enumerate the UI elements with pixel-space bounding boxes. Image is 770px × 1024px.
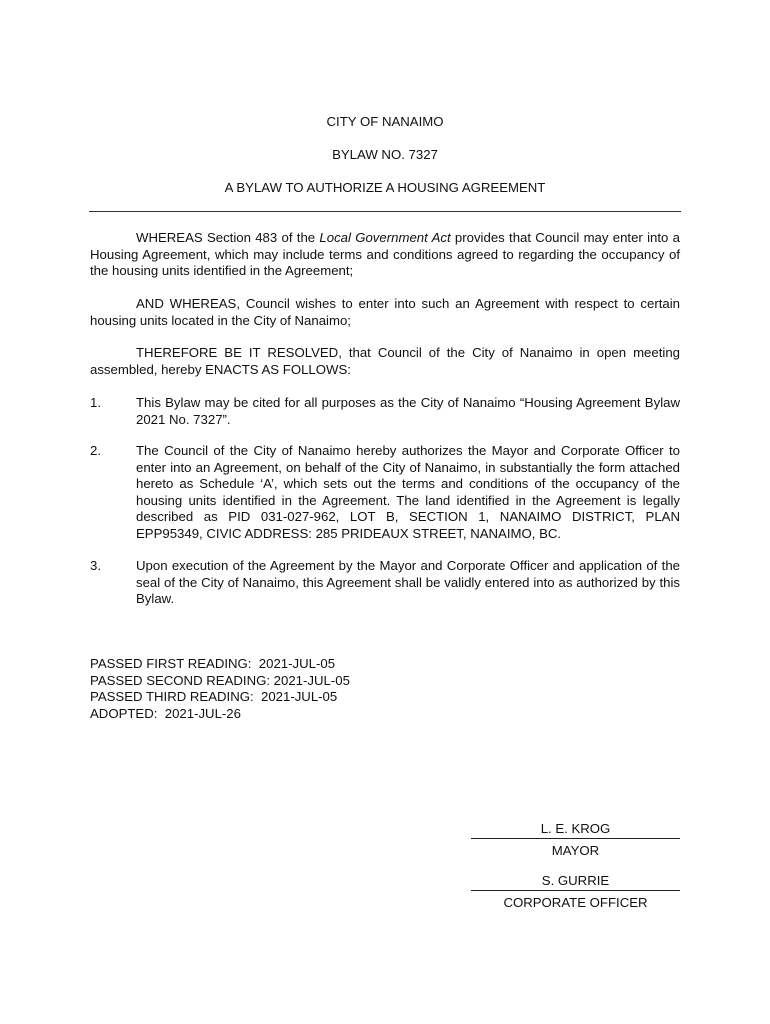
bylaw-title-heading: A BYLAW TO AUTHORIZE A HOUSING AGREEMENT (224, 180, 546, 195)
section-item-1 (90, 395, 680, 428)
readings-block (90, 656, 490, 722)
whereas-1-before: WHEREAS Section 483 of the (136, 230, 320, 245)
city-heading: CITY OF NANAIMO (326, 114, 444, 129)
section-number: 1. (90, 395, 101, 410)
section-text: The Council of the City of Nanaimo hereby authorizes the Mayor and Corporate Officer to enter into an Agreement, on behalf of the City of Nanaimo, in substantially the form attached hereto as Schedule ‘A’, which sets out the terms and conditions of the occupancy of the housing units identified in the Agreement. The land identified in the Agreement is legally described as PID 031-027-962, LOT B, SECTION 1, NANAIMO DISTRICT, PLAN EPP95349, CIVIC ADDRESS: 285 PRIDEAUX STREET, NANAIMO, BC. (136, 443, 680, 541)
adopted-date: ADOPTED: 2021-JUL-26 (90, 705, 241, 721)
whereas-1-after: provides that Council may enter into a Housing Agreement, which may include terms and conditions agreed to regarding the occupancy of the housing units identified in the Agreement; (90, 230, 680, 278)
mayor-signature-block (471, 821, 680, 859)
officer-title: CORPORATE OFFICER (503, 894, 648, 910)
officer-signature-block (471, 873, 680, 911)
mayor-name: L. E. KROG (471, 821, 680, 839)
second-reading: PASSED SECOND READING: 2021-JUL-05 (90, 672, 350, 688)
title-divider (89, 211, 681, 212)
section-item-2 (90, 443, 680, 542)
officer-name: S. GURRIE (471, 873, 680, 891)
first-reading: PASSED FIRST READING: 2021-JUL-05 (90, 656, 336, 671)
section-item-3 (90, 558, 680, 608)
act-name: Local Government Act (319, 230, 451, 245)
section-text: Upon execution of the Agreement by the Mayor and Corporate Officer and application of the seal of the City of Nanaimo, this Agreement shall be validly entered into as authorized by this Bylaw. (136, 558, 680, 606)
mayor-title: MAYOR (551, 842, 600, 858)
whereas-paragraph-1 (90, 230, 680, 280)
bylaw-number-heading: BYLAW NO. 7327 (332, 147, 438, 162)
whereas-paragraph-2: AND WHEREAS, Council wishes to enter into such an Agreement with respect to certain housing units located in the City of Nanaimo; (90, 296, 680, 328)
third-reading: PASSED THIRD READING: 2021-JUL-05 (90, 689, 338, 704)
therefore-paragraph: THEREFORE BE IT RESOLVED, that Council of the City of Nanaimo in open meeting assembled, hereby ENACTS AS FOLLOWS: (90, 345, 680, 377)
section-text: This Bylaw may be cited for all purposes as the City of Nanaimo “Housing Agreement Bylaw 2021 No. 7327”. (136, 395, 680, 427)
section-number: 2. (90, 443, 101, 458)
section-number: 3. (90, 558, 101, 573)
